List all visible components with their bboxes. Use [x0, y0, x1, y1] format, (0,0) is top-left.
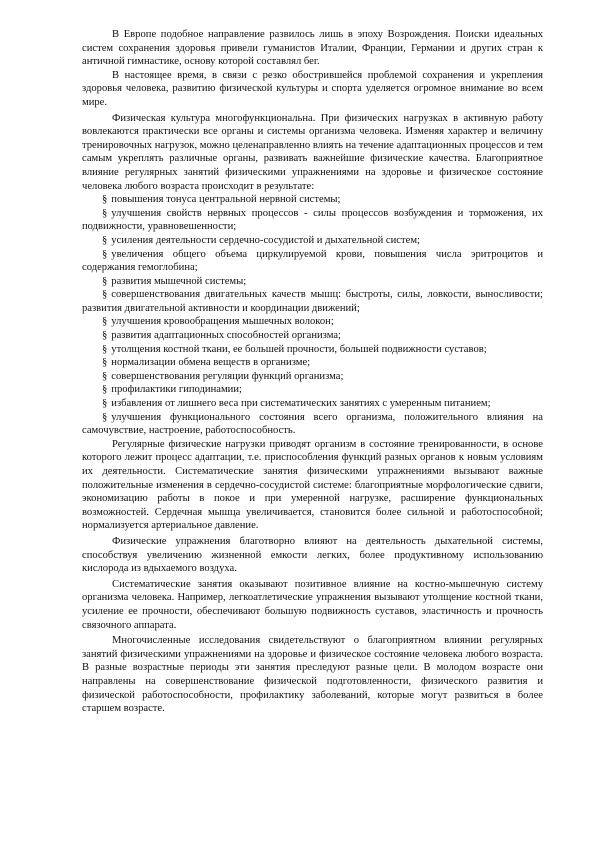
list-item: § улучшения функционального состояния всего организма, положительного влияния на самочувствие, настроение, работоспособность.: [82, 411, 543, 437]
list-item: § совершенствования регуляции функций организма;: [82, 370, 543, 384]
bullet-marker: §: [102, 357, 108, 369]
list-item: § утолщения костной ткани, ее большей прочности, большей подвижности суставов;: [82, 343, 543, 357]
paragraph-present-time: В настоящее время, в связи с резко обострившейся проблемой сохранения и укрепления здоровья человека, развитию физической культуры и спорта уделяется огромное внимание во всем мире.: [82, 69, 543, 108]
list-item: § развития мышечной системы;: [82, 275, 543, 289]
paragraph-research: Многочисленные исследования свидетельствуют о благоприятном влиянии регулярных занятий физическими упражнениями на здоровье и физическое состояние человека любого возраста. В разные возрастные периоды эти занятия преследуют разные цели. В молодом возрасте они направлены на совершенствование физической подготовленности, физического развития и физической работоспособности, профилактику заболеваний, которые могут развиться в более старшем возрасте.: [82, 635, 543, 715]
bullet-marker: §: [102, 275, 108, 287]
benefits-list: [82, 193, 543, 438]
list-item: § улучшения кровообращения мышечных волокон;: [82, 315, 543, 329]
bullet-marker: §: [102, 330, 108, 342]
bullet-marker: §: [102, 398, 108, 410]
paragraph-renaissance: В Европе подобное направление развилось лишь в эпоху Возрождения. Поиски идеальных систем сохранения здоровья привели гуманистов Италии, Франции, Германии и других стран к античной гимнастике, основу которой составлял бег.: [82, 29, 543, 68]
list-item: § усиления деятельности сердечно-сосудистой и дыхательной систем;: [82, 234, 543, 248]
bullet-marker: §: [102, 343, 108, 355]
list-item: § повышения тонуса центральной нервной системы;: [82, 193, 543, 207]
bullet-marker: §: [102, 234, 108, 246]
list-item: § развития адаптационных способностей организма;: [82, 329, 543, 343]
bullet-marker: §: [102, 411, 108, 423]
bullet-marker: §: [102, 384, 108, 396]
paragraph-musculoskeletal: Систематические занятия оказывают позитивное влияние на костно-мышечную систему организма человека. Например, легкоатлетические упражнения вызывают утолщение костной ткани, усиление ее прочности, обеспечивают большую подвижность суставов, эластичность и прочность связочного аппарата.: [82, 578, 543, 631]
list-item: § нормализации обмена веществ в организме;: [82, 356, 543, 370]
list-item: § профилактики гиподинамии;: [82, 383, 543, 397]
bullet-marker: §: [102, 207, 108, 219]
paragraph-respiratory: Физические упражнения благотворно влияют на деятельность дыхательной системы, способствуя увеличению жизненной емкости легких, более продуктивному использованию кислорода из вдыхаемого воздуха.: [82, 535, 543, 575]
list-item: § увеличения общего объема циркулируемой крови, повышения числа эритроцитов и содержания гемоглобина;: [82, 248, 543, 274]
list-item: § совершенствования двигательных качеств мышц: быстроты, силы, ловкости, выносливости; развития двигательной активности и координации движений;: [82, 289, 543, 314]
paragraph-multifunctional: Физическая культура многофункциональна. При физических нагрузках в активную работу вовлекаются практически все органы и системы организма человека. Изменяя характер и величину тренировочных нагрузок, можно целенаправленно влиять на течение адаптационных процессов и тем самым укреплять различные органы, развивать важнейшие физические качества. Благоприятное влияние регулярных занятий физическими упражнениями на здоровье и физическое состояние человека любого возраста происходит в результате:: [82, 112, 543, 192]
bullet-marker: §: [102, 316, 108, 328]
bullet-marker: §: [102, 289, 108, 301]
list-item: § избавления от лишнего веса при систематических занятиях с умеренным питанием;: [82, 397, 543, 411]
paragraph-training-load: Регулярные физические нагрузки приводят организм в состояние тренированности, в основе которого лежит процесс адаптации, т.е. приспособления функций разных органов к новым условиям их деятельности. Систематические занятия физическими упражнениями вызывают важные положительные изменения в сердечно-сосудистой системе: благоприятные морфологические сдвиги, экономизацию работы в покое и при умеренной нагрузке, расширение функциональных возможностей. Сердечная мышца увеличивается, становится более сильной и работоспособной; нормализуется артериальное давление.: [82, 438, 543, 532]
bullet-marker: §: [102, 248, 108, 260]
bullet-marker: §: [102, 194, 108, 206]
list-item: § улучшения свойств нервных процессов - силы процессов возбуждения и торможения, их подвижности, уравновешенности;: [82, 207, 543, 233]
bullet-marker: §: [102, 370, 108, 382]
